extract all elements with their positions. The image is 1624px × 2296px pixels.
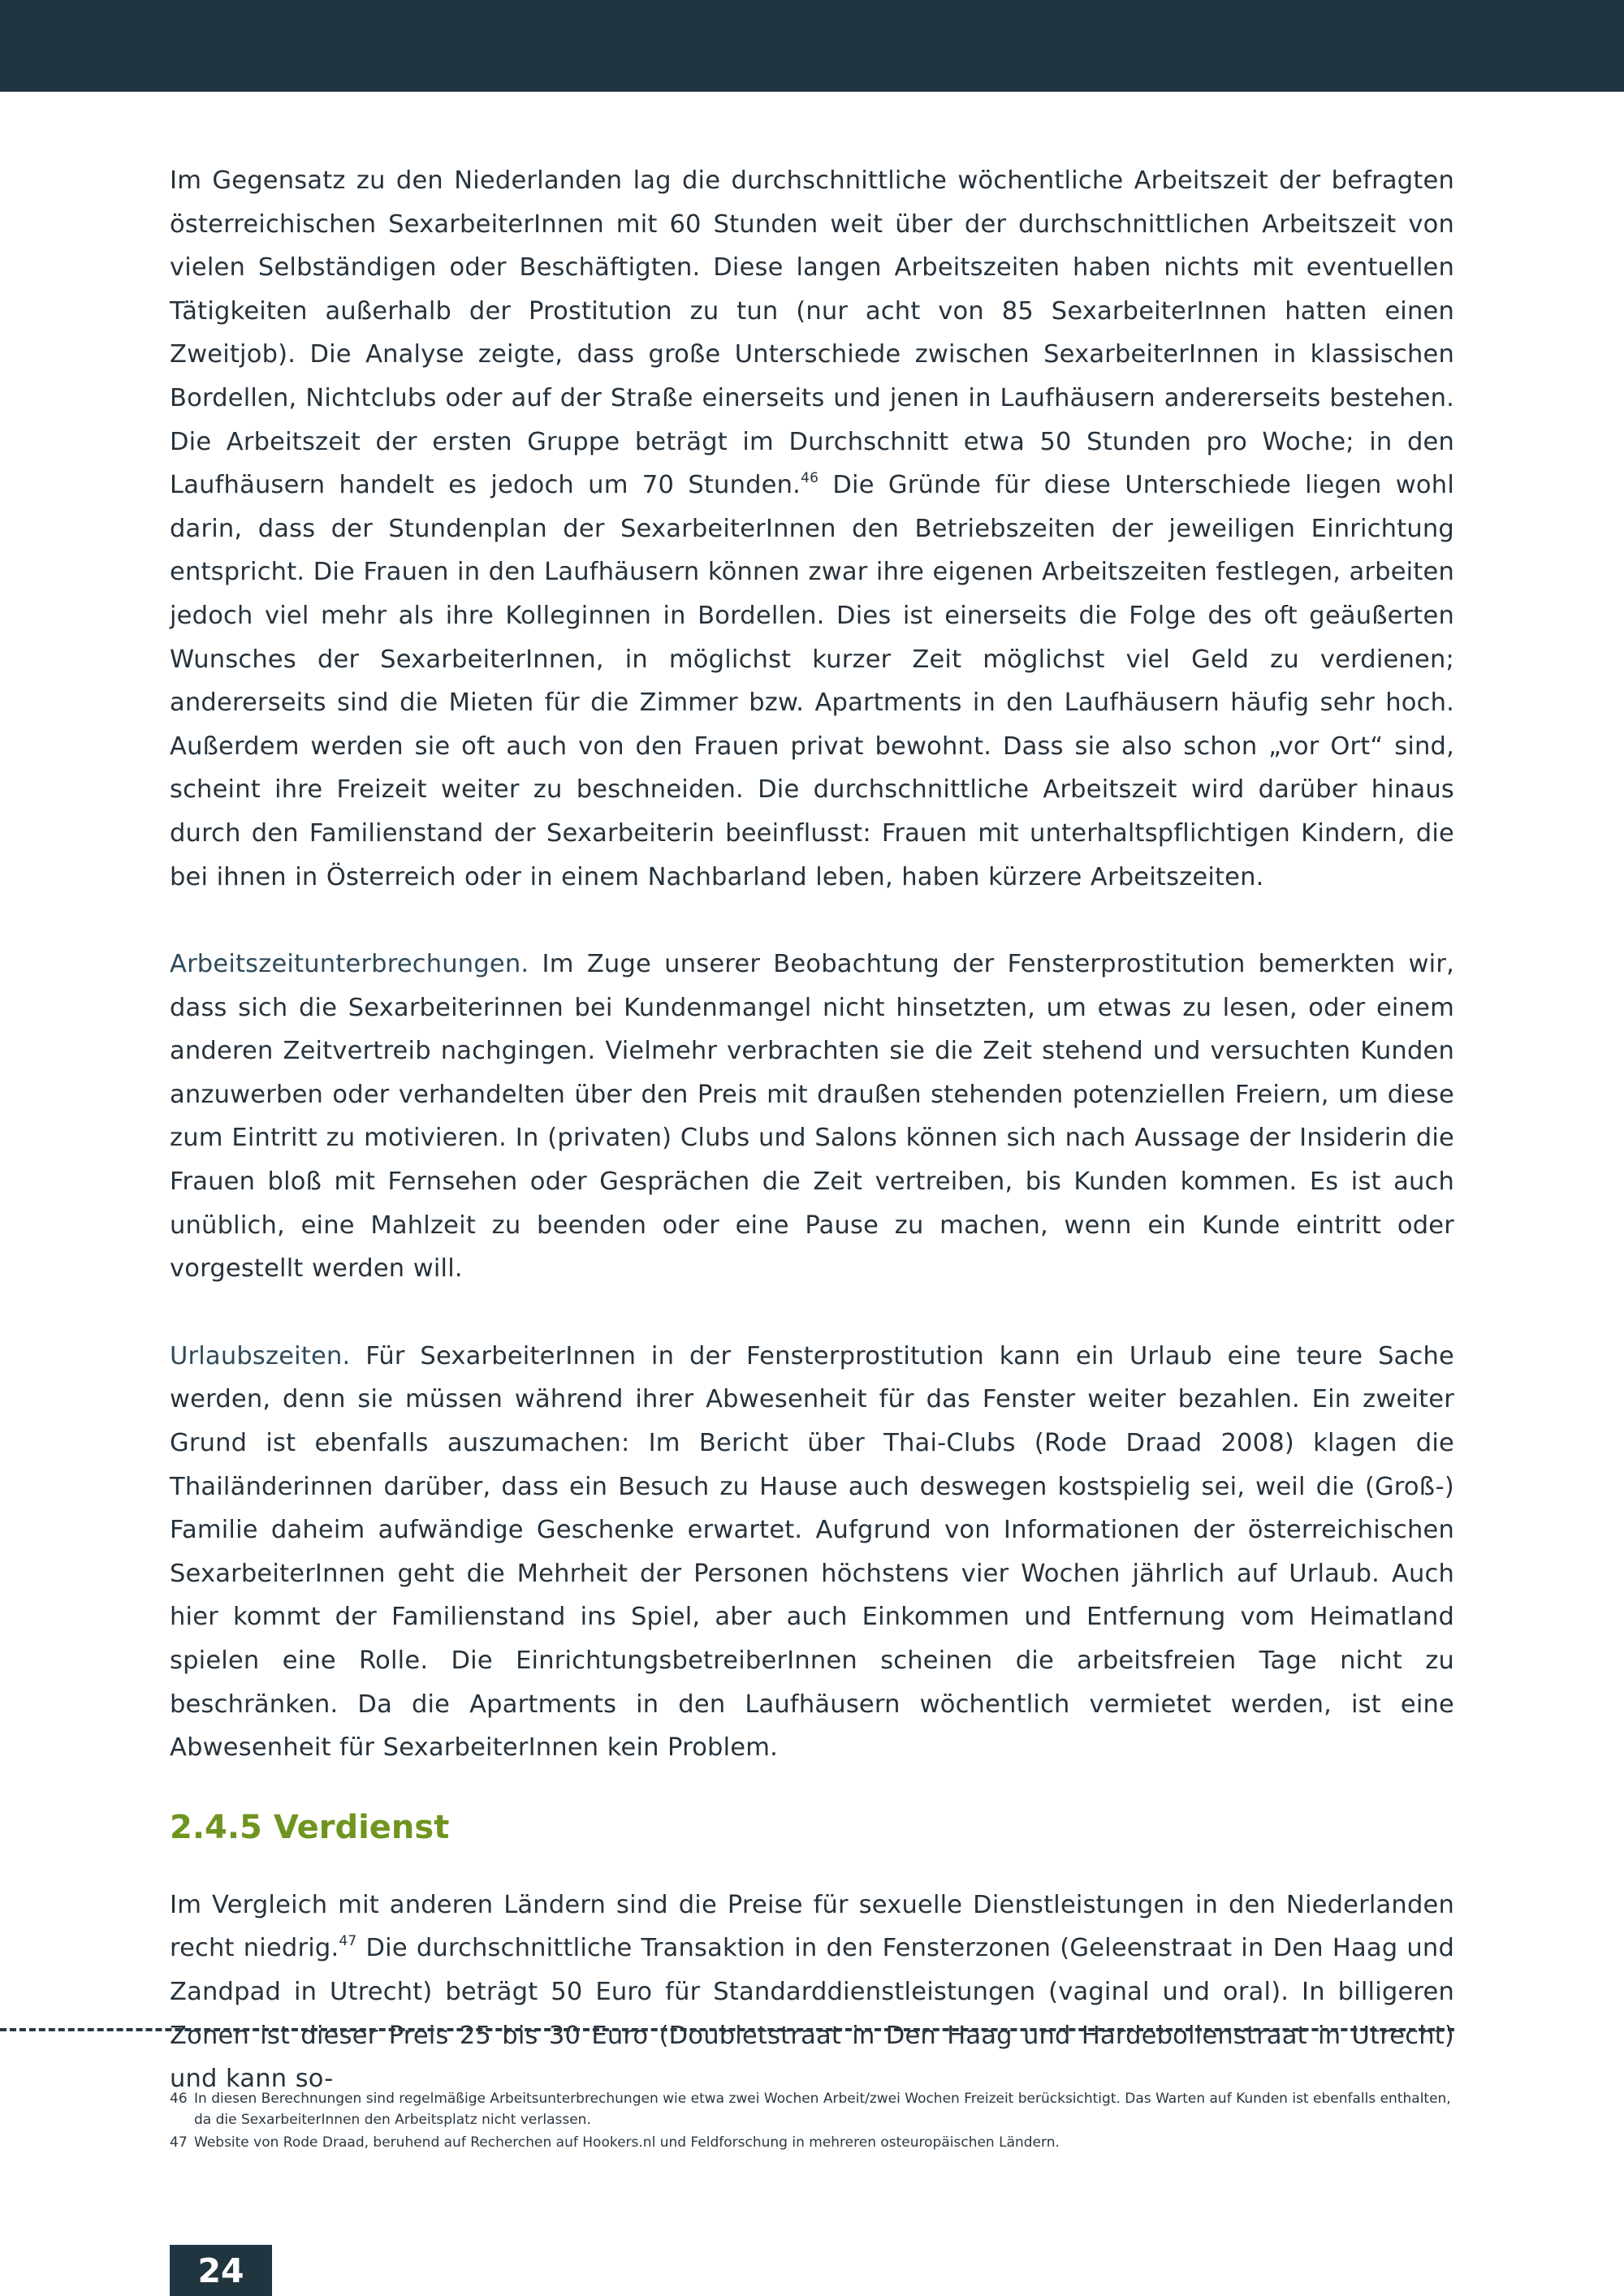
footnote-ref-46[interactable]: 46 [801, 470, 819, 487]
footnote-ref-47[interactable]: 47 [339, 1933, 357, 1950]
paragraph-vacation [170, 1335, 1454, 1770]
paragraph-text: Im Vergleich mit anderen Ländern sind die Preise für sexuelle Dienstleistungen in den Niederlanden recht niedrig. [170, 1890, 1454, 1963]
footnote-text: In diesen Berechnungen sind regelmäßige Arbeitsunterbrechungen wie etwa zwei Wochen Arbeit/zwei Wochen Freizeit berücksichtigt. Das Warten auf Kunden ist ebenfalls enthalten, da die SexarbeiterInnen den Arbeitsplatz nicht verlassen. [194, 2091, 1451, 2128]
footnote-text: Website von Rode Draad, beruhend auf Recherchen auf Hookers.nl und Feldforschung in mehreren osteuropäischen Ländern. [194, 2134, 1060, 2151]
paragraph-lead: Urlaubszeiten. [170, 1341, 351, 1370]
footnote-47 [170, 2132, 1454, 2153]
paragraph-lead: Arbeitszeitunterbrechungen. [170, 950, 529, 979]
footnote-46 [170, 2088, 1454, 2130]
footnote-number: 46 [170, 2091, 188, 2107]
paragraph-text: Im Gegensatz zu den Niederlanden lag die durchschnittliche wöchentliche Arbeitszeit der befragten österreichischen SexarbeiterInnen mit 60 Stunden weit über der durchschnittlichen Arbeitszeit von vielen Selbständigen oder Beschäftigten. Diese langen Arbeitszeiten haben nichts mit eventuellen Tätigkeiten außerhalb der Prostitution zu tun (nur acht von 85 SexarbeiterInnen hatten einen Zweitjob). Die Analyse zeigte, dass große Unterschiede zwischen SexarbeiterInnen in klassischen Bordellen, Nichtclubs oder auf der Straße einerseits und jenen in Laufhäusern andererseits bestehen. Die Arbeitszeit der ersten Gruppe beträgt im Durchschnitt etwa 50 Stunden pro Woche; in den Laufhäusern handelt es jedoch um 70 Stunden. [170, 166, 1454, 500]
paragraph-working-hours [170, 159, 1454, 899]
paragraph-earnings [170, 1884, 1454, 2101]
footnotes [170, 2088, 1454, 2155]
paragraph-text: Für SexarbeiterInnen in der Fensterprostitution kann ein Urlaub eine teure Sache werden, denn sie müssen während ihrer Abwesenheit für das Fenster weiter bezahlen. Ein zweiter Grund ist ebenfalls auszumachen: Im Bericht über Thai-Clubs (Rode Draad 2008) klagen die Thailänderinnen darüber, dass ein Besuch zu Hause auch deswegen kostspielig sei, weil die (Groß-) Familie daheim aufwändige Geschenke erwartet. Aufgrund von Informationen der österreichischen SexarbeiterInnen geht die Mehrheit der Personen höchstens vier Wochen jährlich auf Urlaub. Auch hier kommt der Familienstand ins Spiel, aber auch Einkommen und Entfernung vom Heimatland spielen eine Rolle. Die EinrichtungsbetreiberInnen scheinen die arbeitsfreien Tage nicht zu beschränken. Da die Apartments in den Laufhäusern wöchentlich vermietet werden, ist eine Abwesenheit für SexarbeiterInnen kein Problem. [170, 1341, 1454, 1763]
paragraph-text: Die Gründe für diese Unterschiede liegen wohl darin, dass der Stundenplan der SexarbeiterInnen den Betriebszeiten der jeweiligen Einrichtung entspricht. Die Frauen in den Laufhäusern können zwar ihre eigenen Arbeitszeiten festlegen, arbeiten jedoch viel mehr als ihre Kolleginnen in Bordellen. Dies ist einerseits die Folge des oft geäußerten Wunsches der SexarbeiterInnen, in möglichst kurzer Zeit möglichst viel Geld zu verdienen; andererseits sind die Mieten für die Zimmer bzw. Apartments in den Laufhäusern häufig sehr hoch. Außerdem werden sie oft auch von den Frauen privat bewohnt. Dass sie also schon „vor Ort“ sind, scheint ihre Freizeit weiter zu beschneiden. Die durchschnittliche Arbeitszeit wird darüber hinaus durch den Familienstand der Sexarbeiterin beeinflusst: Frauen mit unterhaltspflichtigen Kindern, die bei ihnen in Österreich oder in einem Nachbarland leben, haben kürzere Arbeitszeiten. [170, 471, 1455, 891]
page-number: 24 [170, 2245, 272, 2296]
paragraph-work-interruptions [170, 943, 1454, 1291]
paragraph-text: Die durchschnittliche Transaktion in den Fensterzonen (Geleenstraat in Den Haag und Zandpad in Utrecht) beträgt 50 Euro für Standarddienstleistungen (vaginal und oral). In billigeren Zonen ist dieser Preis 25 bis 30 Euro (Doubletstraat in Den Haag und Hardebollenstraat in Utrecht) und kann so- [170, 1934, 1455, 2094]
paragraph-text: Im Zuge unserer Beobachtung der Fensterprostitution bemerkten wir, dass sich die Sexarbeiterinnen bei Kundenmangel nicht hinsetzten, um etwas zu lesen, oder einem anderen Zeitvertreib nachgingen. Vielmehr verbrachten sie die Zeit stehend und versuchten Kunden anzuwerben oder verhandelten über den Preis mit draußen stehenden potenziellen Freiern, um diese zum Eintritt zu motivieren. In (privaten) Clubs und Salons können sich nach Aussage der Insiderin die Frauen bloß mit Fernsehen oder Gesprächen die Zeit vertreiben, bis Kunden kommen. Es ist auch unüblich, eine Mahlzeit zu beenden oder eine Pause zu machen, wenn ein Kunde eintritt oder vorgestellt werden will. [170, 950, 1454, 1284]
main-content [170, 159, 1454, 2101]
footnote-number: 47 [170, 2134, 188, 2151]
footnote-divider [0, 2028, 1454, 2031]
header-bar [0, 0, 1624, 92]
section-heading: 2.4.5 Verdienst [170, 1808, 450, 1846]
